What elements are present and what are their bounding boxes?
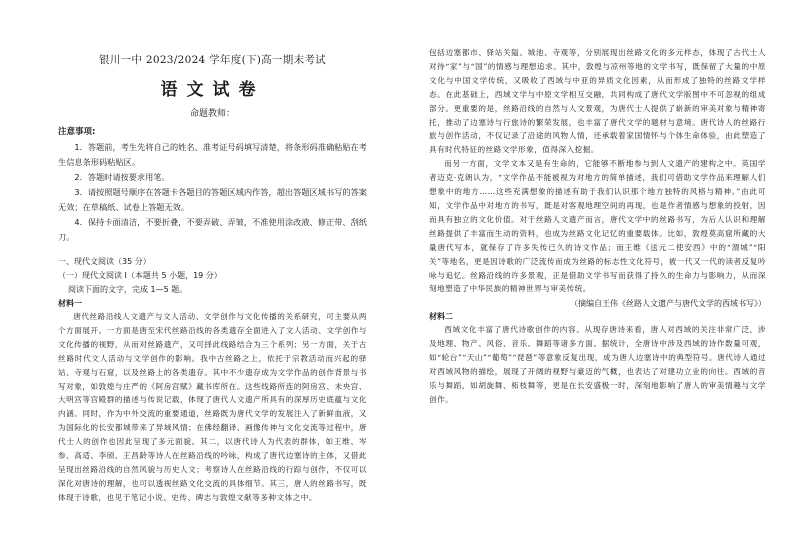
material-one-body bbox=[58, 310, 367, 505]
right-body bbox=[429, 46, 766, 296]
material-two-paragraph: 西域文化丰富了唐代诗歌创作的内容。从现存唐诗来看，唐人对西域的关注非常广泛，涉及地理、物产、风俗、音乐、舞蹈等诸多方面。据统计，全唐诗中涉及西域的诗作数量可观，如“轮台”“天山”“葡萄”“琵琶”等意象反复出现，成为唐人边塞诗中的典型符号。唐代诗人通过对西域风物的描绘，展现了开阔的视野与豪迈的气概，也表达了对建功立业的向往。西域的音乐与舞蹈，如胡旋舞、柘枝舞等，更是在长安盛极一时，深刻地影响了唐人的审美情趣与文学创作。 bbox=[429, 325, 766, 404]
paragraph-literature-life: 而另一方面，文学文本又是有生命的，它能够不断地参与到人文遗产的建构之中。英国学者迈克·克朗认为，“文学作品不能被视为对地方的简单描述，我们可借助文学作品来理解人们想象中的地方……这些充满想象的描述有助于我们认识那个地方独特的风格与精神。”由此可知，文学作品中对地方的书写，既是对客观地理空间的再现，也是作者情感与想象的投射，因而具有独立的文化价值。对于丝路人文遗产而言，唐代文学中的丝路书写，为后人认识和理解丝路提供了丰富而生动的资料，也成为丝路文化记忆的重要载体。比如，敦煌莫高窟所藏的大量唐代写本，就保存了许多失传已久的诗文作品；而王维《送元二使安西》中的“渭城”“阳关”等地名，更是因诗歌的广泛流传而成为丝路的标志性文化符号，被一代又一代的读者反复吟咏与追忆。丝路沿线的许多景观，正是借助文学书写而获得了持久的生命力与影响力，从而深刻地塑造了中华民族的精神世界与审美传统。 bbox=[429, 159, 766, 294]
subject-title: 语文试卷 bbox=[160, 80, 265, 100]
continued-paragraph: 包括边塞都市、驿站关隘、城池、寺观等，分别展现出丝路文化的多元样态，体现了古代士人对待“家”与“国”的情感与理想追求。其中，敦煌与凉州等地的文学书写，既保留了大量的中原文化与中国文学传统，又吸收了西域与中亚的异质文化因素，从而形成了独特的丝路文学样态。在此基础上，西域文学与中原文学相互交融，共同构成了唐代文学版图中不可忽视的组成部分。更重要的是，丝路沿线的自然与人文景观，为唐代士人提供了崭新的审美对象与精神寄托，推动了边塞诗与行旅诗的繁荣发展，也丰富了唐代文学的题材与意境。唐代诗人的丝路行旅与创作活动，不仅记录了沿途的风物人情，还承载着家国情怀与个体生命体验，由此塑造了具有时代特征的丝路文学形象，值得深入挖掘。 bbox=[429, 48, 766, 155]
notice-item-3: 3．请按照题号顺序在答题卡各题目的答题区域内作答，超出答题区域书写的答案无效；在草稿纸、试卷上答题无效。 bbox=[58, 187, 367, 212]
material-one-label: 材料一 bbox=[58, 299, 82, 308]
exam-title: 银川一中 2023/2024 学年度(下)高一期末考试 bbox=[99, 54, 326, 66]
subsection-heading: （一）现代文阅读 I（本题共 5 小题，19 分） bbox=[58, 271, 222, 280]
excerpt-source: （摘编自王伟《丝路人文遗产与唐代文学的西域书写》） bbox=[570, 299, 766, 309]
notice-heading: 注意事项: bbox=[58, 127, 96, 137]
notice-block bbox=[58, 125, 367, 245]
setter-label: 命题教师： bbox=[189, 109, 235, 119]
material-two-label: 材料二 bbox=[429, 312, 453, 322]
section-heading: 一、现代文阅读（35 分） bbox=[58, 257, 151, 266]
notice-item-1: 1．答题前，考生先将自己的姓名、准考证号码填写清楚，将条形码准确粘贴在考生信息条形码粘贴区。 bbox=[58, 142, 367, 167]
notice-item-2: 2．答题时请按要求用笔。 bbox=[74, 172, 170, 182]
notice-item-4: 4．保持卡面清洁，不要折叠，不要弄破、弄皱，不准使用涂改液、修正带、刮纸刀。 bbox=[58, 217, 367, 242]
right-page bbox=[397, 0, 794, 550]
material-two-body bbox=[429, 323, 766, 406]
material-one-paragraph: 唐代丝路沿线人文遗产与文人活动、文学创作与文化传播的关系研究，可主要从两个方面展开。一方面是唐至宋代丝路沿线的各类遗存全面进入了文人活动、文学创作与文化传播的视野，从而对丝路遗产，又可择此线路结合为三个系列；另一方面，关于古丝路时代文人活动与文学创作的影响。我中古丝路之上，依托于宗教活动而兴起的驿站、寺观与石窟，以及丝路上的各类遗存。其中不少遗存成为文学作品的创作背景与书写对象，如敦煌与庄严的《阿房宫赋》藏书库所在。这些线路所连的阿房宫、未央宫、大明宫等宫殿群的描述与传说记载，体现了唐代人文遗产所具有的深厚历史底蕴与文化内涵。同时，作为中外交流的重要通道，丝路既为唐代文学的发展注入了新鲜血液，又为国际化的长安都城带来了异域风情；在佛经翻译、画像传神与文化交流等过程中，唐代士人的创作也因此呈现了多元面貌。其二，以唐代诗人为代表的群体，如王维、岑参、高适、李颀、王昌龄等诗人在丝路沿线的吟咏，构成了唐代边塞诗的主体，又借此呈现出丝路沿线的自然风貌与历史人文；考察诗人在丝路沿线的行踪与创作，不仅可以深化对唐诗的理解，也可以透视丝路文化交流的具体细节。其三，唐人的丝路书写，既体现于诗歌，也见于笔记小说、史传、碑志与敦煌文献等多种文体之中。 bbox=[58, 312, 367, 502]
reading-instruction: 阅读下面的文字，完成 1—5 题。 bbox=[68, 285, 188, 294]
